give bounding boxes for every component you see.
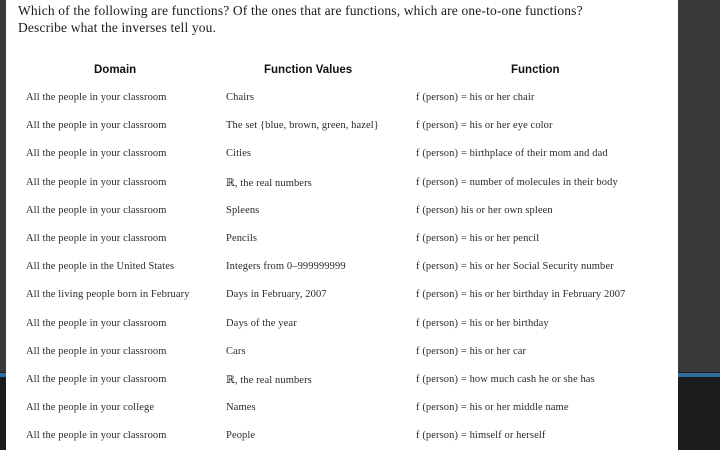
domain-cell: All the people in your classroom	[26, 120, 167, 132]
function-table	[6, 86, 678, 450]
question-line-1: Which of the following are functions? Of the ones that are functions, which are one-to-one functions?	[18, 3, 583, 18]
values-cell: Days in February, 2007	[226, 289, 327, 301]
table-row	[6, 255, 678, 283]
domain-cell: All the people in your classroom	[26, 232, 167, 244]
values-cell: ℝ, the real numbers	[226, 177, 312, 189]
domain-cell: All the people in your classroom	[26, 373, 167, 385]
table-row	[6, 312, 678, 340]
function-cell: f (person) = himself or herself	[416, 430, 546, 442]
function-cell: f (person) = his or her middle name	[416, 402, 569, 414]
domain-cell: All the people in your classroom	[26, 204, 167, 216]
function-cell: f (person) = his or her eye color	[416, 120, 553, 132]
function-cell: f (person) = birthplace of their mom and dad	[416, 148, 608, 160]
domain-cell: All the people in the United States	[26, 261, 175, 273]
values-cell: People	[226, 430, 256, 442]
domain-cell: All the people in your college	[26, 402, 155, 414]
table-row	[6, 142, 678, 170]
function-cell: f (person) = his or her pencil	[416, 232, 540, 244]
table-row	[6, 227, 678, 255]
document-page	[6, 0, 678, 450]
values-cell: Pencils	[226, 232, 258, 244]
domain-cell: All the people in your classroom	[26, 430, 167, 442]
domain-cell: All the people in your classroom	[26, 176, 167, 188]
question-line-2: Describe what the inverses tell you.	[18, 20, 217, 35]
values-cell: Cities	[226, 148, 252, 160]
domain-cell: All the people in your classroom	[26, 148, 167, 160]
function-cell: f (person) his or her own spleen	[416, 204, 553, 216]
values-cell: Integers from 0–999999999	[226, 261, 346, 273]
domain-cell: All the people in your classroom	[26, 317, 167, 329]
header-function-values: Function Values	[264, 64, 353, 76]
table-row	[6, 114, 678, 142]
question-text	[18, 2, 668, 36]
values-cell: ℝ, the real numbers	[226, 374, 312, 386]
values-cell: Days of the year	[226, 317, 297, 329]
table-row	[6, 396, 678, 424]
table-row	[6, 368, 678, 396]
domain-cell: All the living people born in February	[26, 289, 190, 301]
function-cell: f (person) = how much cash he or she has	[416, 373, 595, 385]
table-row	[6, 86, 678, 114]
table-row	[6, 199, 678, 227]
values-cell: The set {blue, brown, green, hazel}	[226, 120, 379, 132]
function-cell: f (person) = his or her car	[416, 345, 527, 357]
table-row	[6, 424, 678, 450]
domain-cell: All the people in your classroom	[26, 345, 167, 357]
header-domain: Domain	[94, 64, 137, 76]
values-cell: Spleens	[226, 204, 260, 216]
table-row	[6, 340, 678, 368]
function-cell: f (person) = his or her chair	[416, 92, 535, 103]
values-cell: Cars	[226, 345, 246, 357]
function-cell: f (person) = his or her birthday	[416, 317, 549, 329]
table-row	[6, 171, 678, 199]
values-cell: Names	[226, 402, 256, 414]
function-cell: f (person) = his or her birthday in February 2007	[416, 289, 626, 301]
header-function: Function	[511, 64, 560, 76]
values-cell: Chairs	[226, 92, 255, 103]
function-cell: f (person) = his or her Social Security number	[416, 261, 614, 273]
table-row	[6, 283, 678, 311]
function-cell: f (person) = number of molecules in their body	[416, 176, 618, 188]
domain-cell: All the people in your classroom	[26, 92, 167, 103]
